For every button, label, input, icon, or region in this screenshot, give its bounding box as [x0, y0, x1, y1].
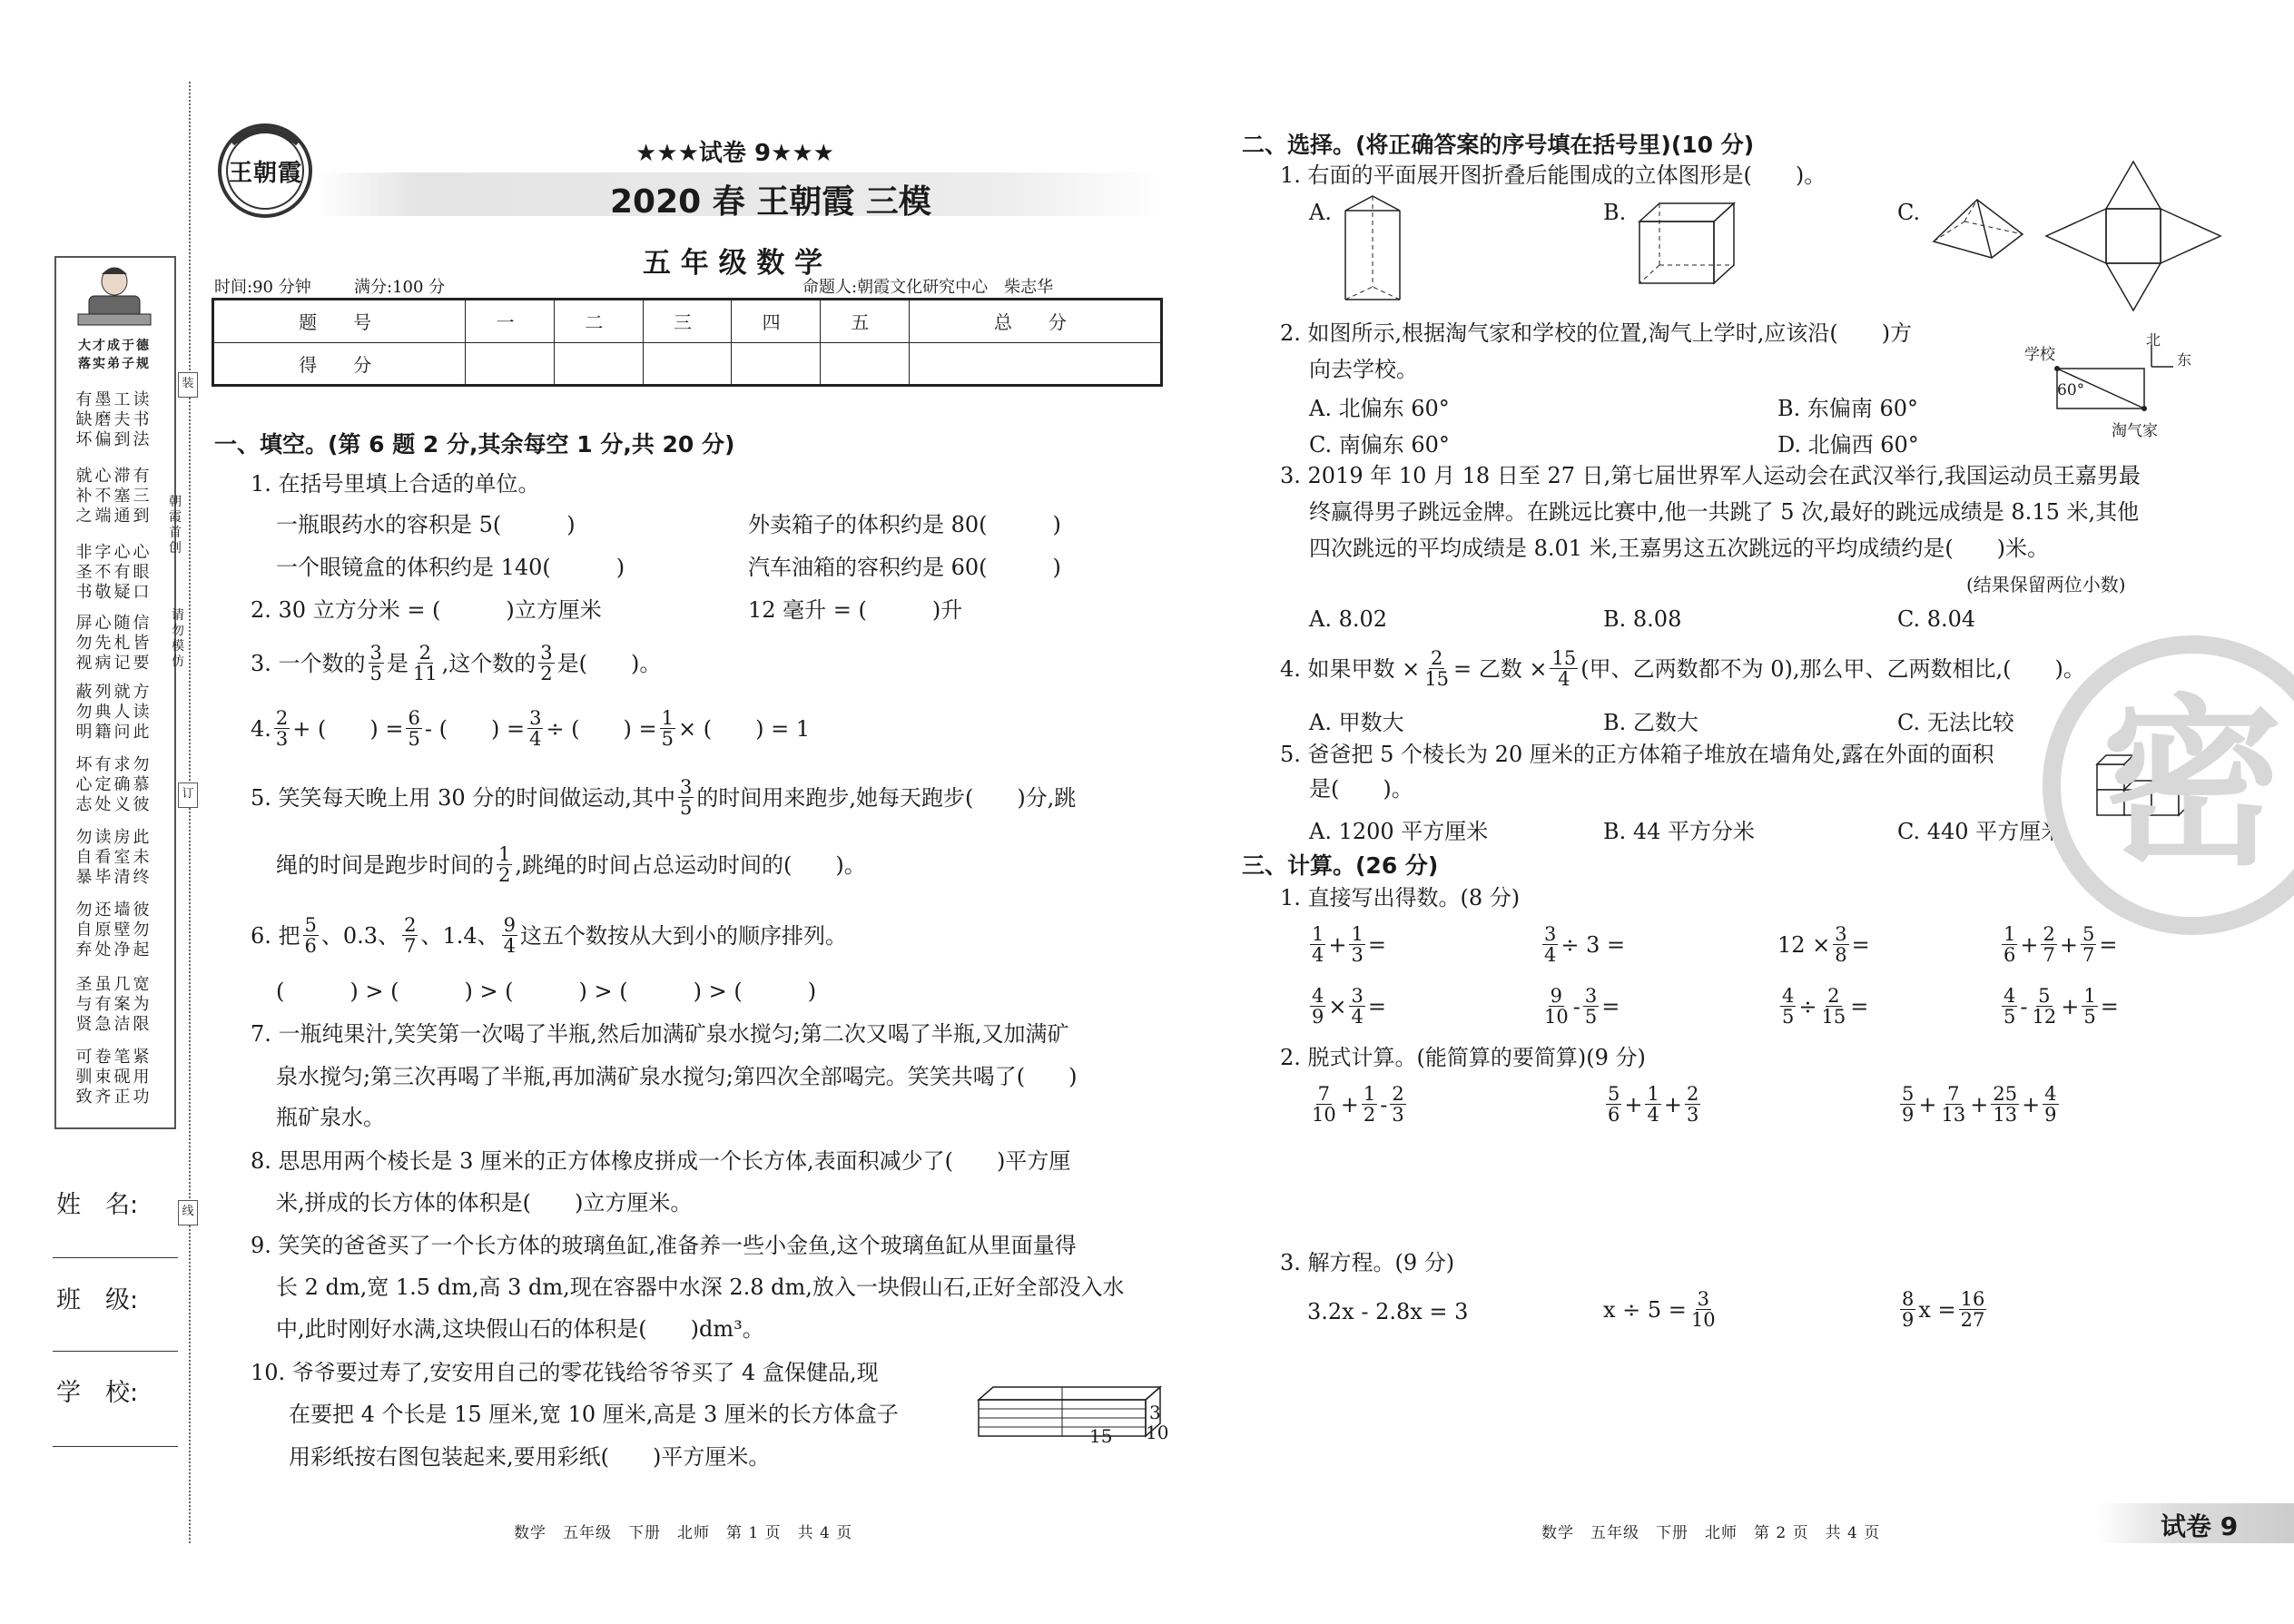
- gift-box-figure: [975, 1380, 1175, 1443]
- q2-5b: 是( )。: [1309, 776, 1413, 802]
- q2-2-opt-b: B. 东偏南 60°: [1777, 396, 1919, 421]
- q1-10a: 10. 爷爷要过寿了,安安用自己的零花钱给爷爷买了 4 盒保健品,现: [251, 1360, 879, 1385]
- q2-3-opt-c: C. 8.04: [1897, 606, 1976, 632]
- prism-figure: [1336, 192, 1427, 310]
- sidebar-motto: 圣虽几宽 与有案为 贤急洁限: [75, 975, 153, 1034]
- q1-3: 3. 一个数的 $\frac{3}{5}$ 是 $\frac{2}{11}$ ,这个数的 $\frac{3}{2}$ 是( )。: [251, 642, 662, 684]
- equation-2: x ÷ 5 = $\frac{3}{10}$: [1603, 1288, 1716, 1331]
- calc-2: $\frac{3}{4}$ ÷ 3 =: [1544, 923, 1626, 966]
- q2-1-opt-a: A.: [1309, 200, 1332, 225]
- main-title: 2020 春 王朝霞 三模: [610, 183, 931, 221]
- sidebar-motto: 勿读房此 自看室未 暴毕清终: [75, 828, 153, 887]
- q2-5-opt-a: A. 1200 平方厘米: [1309, 819, 1489, 844]
- q1-1d: 汽车油箱的容积约是 60( ): [748, 555, 1061, 580]
- q1-10b: 在要把 4 个长是 15 厘米,宽 10 厘米,高是 3 厘米的长方体盒子: [289, 1402, 899, 1427]
- fig-width-label: 10: [1146, 1422, 1169, 1443]
- q2-4: 4. 如果甲数 × $\frac{2}{15}$ = 乙数 × $\frac{15}{4}$ (甲、乙两数都不为 0),那么甲、乙两数相比,( )。: [1280, 647, 2085, 690]
- sidebar-banner-1: 大才成于德: [78, 339, 151, 353]
- calc-6: $\frac{9}{10}$ - $\frac{3}{5}$ =: [1544, 985, 1620, 1028]
- secret-watermark: 密: [2043, 635, 2294, 935]
- net-figure: [2043, 160, 2224, 312]
- sidebar-motto: 就心滞有 补不塞三 之端通到: [75, 467, 153, 526]
- score-cell: 二: [554, 300, 643, 343]
- q2-3c: 四次跳远的平均成绩是 8.01 米,王嘉男这五次跳远的平均成绩约是( )米。: [1309, 536, 2050, 561]
- q2-2b: 向去学校。: [1309, 357, 1418, 382]
- section3-title: 三、计算。(26 分): [1242, 852, 1439, 879]
- score-input[interactable]: [821, 342, 910, 386]
- q1-4: 4. $\frac{2}{3}$ + ( ) = $\frac{6}{5}$ - ( ) = $\frac{3}{4}$ ÷ ( ) = $\frac{1}{5}$ × ( ) = 1: [251, 707, 811, 750]
- q1-9b: 长 2 dm,宽 1.5 dm,高 3 dm,现在容器中水深 2.8 dm,放入一块假山石,正好全部没入水: [276, 1275, 1125, 1300]
- subject-title: 五 年 级 数 学: [643, 247, 823, 280]
- score-header-row: [213, 300, 1162, 343]
- score-input[interactable]: [466, 342, 555, 386]
- q3-3: 3. 解方程。(9 分): [1280, 1250, 1455, 1275]
- q1-1: 1. 在括号里填上合适的单位。: [251, 471, 540, 497]
- class-label: 班 级:: [56, 1286, 139, 1314]
- q1-9a: 9. 笑笑的爸爸买了一个长方体的玻璃鱼缸,准备养一些小金鱼,这个玻璃鱼缸从里面量得: [251, 1233, 1077, 1258]
- score-cell: 四: [732, 300, 821, 343]
- q1-7c: 瓶矿泉水。: [276, 1105, 385, 1130]
- equation-1: 3.2x - 2.8x = 3: [1307, 1299, 1469, 1324]
- seal-zhuang: 装: [178, 372, 198, 398]
- q2-1: 1. 右面的平面展开图折叠后能围成的立体图形是( )。: [1280, 162, 1826, 188]
- name-label: 姓 名:: [56, 1191, 139, 1219]
- q1-9c: 中,此时刚好水满,这块假山石的体积是( )dm³。: [276, 1316, 764, 1342]
- q1-7b: 泉水搅匀;第三次再喝了半瓶,再加满矿泉水搅匀;第四次全部喝完。笑笑共喝了( ): [276, 1064, 1078, 1089]
- map-north-label: 北: [2146, 331, 2161, 349]
- score-cell: 总 分: [909, 300, 1161, 343]
- score-cell: 一: [466, 300, 555, 343]
- q3-1: 1. 直接写出得数。(8 分): [1280, 885, 1521, 910]
- footer-badge-text: 试卷 9: [2161, 1511, 2239, 1541]
- q2-5-opt-b: B. 44 平方分米: [1603, 819, 1756, 844]
- q2-3a: 3. 2019 年 10 月 18 日至 27 日,第七届世界军人运动会在武汉举行,我国运动员王嘉男最: [1280, 463, 2141, 488]
- q1-8b: 米,拼成的长方体的体积是( )立方厘米。: [276, 1190, 693, 1216]
- compass-icon: [2142, 341, 2179, 369]
- fig-height-label: 3: [1149, 1402, 1161, 1423]
- sidebar-motto: 蔽列就方 勿典人读 明籍问此: [75, 683, 153, 742]
- q2-1-opt-b: B.: [1603, 200, 1627, 225]
- calc-5: $\frac{4}{9}$ × $\frac{3}{4}$ =: [1312, 985, 1386, 1028]
- school-label: 学 校:: [56, 1379, 139, 1407]
- logo-text: 王朝霞: [229, 160, 303, 187]
- name-input-line[interactable]: [53, 1257, 178, 1258]
- q2-4-opt-c: C. 无法比较: [1897, 710, 2014, 735]
- map-angle-label: 60°: [2057, 381, 2085, 399]
- seal-ding: 订: [178, 782, 198, 808]
- score-input[interactable]: [554, 342, 643, 386]
- calc-step-3: $\frac{5}{9}$ + $\frac{7}{13}$ + $\frac{25}{13}$ + $\frac{4}{9}$: [1902, 1083, 2057, 1126]
- full-score: 满分:100 分: [354, 278, 446, 297]
- q2-2a: 2. 如图所示,根据淘气家和学校的位置,淘气上学时,应该沿( )方: [1280, 320, 1913, 346]
- sidebar-motto: 非字心心 圣不有眼 书敬疑口: [75, 543, 153, 602]
- q2-2-opt-d: D. 北偏西 60°: [1777, 432, 1919, 458]
- q1-6-answer: ( ) > ( ) > ( ) > ( ) > ( ): [276, 979, 817, 1004]
- sidebar-banner-2: 落实弟子规: [78, 357, 151, 371]
- author: 命题人:朝霞文化研究中心 柴志华: [802, 278, 1054, 297]
- score-cell: 五: [821, 300, 910, 343]
- sidebar-motto: 屏心随信 勿先札皆 视病记要: [75, 614, 153, 673]
- sidebar-motto: 坏有求勿 心定确慕 志处义彼: [75, 755, 153, 814]
- side-note-1: 朝霞首创: [169, 495, 182, 556]
- q1-8a: 8. 思思用两个棱长是 3 厘米的正方体橡皮拼成一个长方体,表面积减少了( )平方厘: [251, 1148, 1071, 1174]
- q1-10c: 用彩纸按右图包装起来,要用彩纸( )平方厘米。: [289, 1444, 771, 1470]
- score-input[interactable]: [643, 342, 732, 386]
- map-east-label: 东: [2177, 351, 2192, 369]
- score-value-row: [213, 342, 1162, 386]
- score-table: [212, 298, 1163, 387]
- sidebar-motto: 勿还墙彼 自原壁勿 弃处净起: [75, 901, 153, 960]
- calc-8: $\frac{4}{5}$ - $\frac{5}{12}$ + $\frac{1}{5}$ =: [2004, 985, 2119, 1028]
- sidebar-motto: 有墨工读 缺磨夫书 坏偏到法: [75, 390, 153, 449]
- calc-7: $\frac{4}{5}$ ÷ $\frac{2}{15}$ =: [1782, 985, 1869, 1028]
- exam-time: 时间:90 分钟: [214, 278, 311, 297]
- q1-5a: 5. 笑笑每天晚上用 30 分的时间做运动,其中 $\frac{3}{5}$ 的时间用来跑步,她每天跑步( )分,跳: [251, 776, 1077, 819]
- calc-step-2: $\frac{5}{6}$ + $\frac{1}{4}$ + $\frac{2}{3}$: [1608, 1083, 1699, 1126]
- q1-7a: 7. 一瓶纯果汁,笑笑第一次喝了半瓶,然后加满矿泉水搅匀;第二次又喝了半瓶,又加满矿: [251, 1021, 1069, 1047]
- q1-1a: 一瓶眼药水的容积是 5( ): [276, 512, 576, 537]
- calc-step-1: $\frac{7}{10}$ + $\frac{1}{2}$ - $\frac{2}{3}$: [1312, 1083, 1404, 1126]
- fig-length-label: 15: [1089, 1425, 1113, 1447]
- q3-2: 2. 脱式计算。(能简算的要简算)(9 分): [1280, 1045, 1646, 1070]
- calc-4: $\frac{1}{6}$ + $\frac{2}{7}$ + $\frac{5}{7}$ =: [2004, 923, 2118, 966]
- map-home-label: 淘气家: [2112, 422, 2158, 440]
- cube-figure: [1634, 198, 1743, 289]
- calc-1: $\frac{1}{4}$ + $\frac{1}{3}$ =: [1312, 923, 1386, 966]
- q2-3-opt-a: A. 8.02: [1309, 606, 1388, 632]
- calc-3: 12 × $\frac{3}{8}$ =: [1777, 923, 1870, 966]
- q1-2a: 2. 30 立方分米 = ( )立方厘米: [251, 597, 602, 623]
- q1-5b: 绳的时间是跑步时间的 $\frac{1}{2}$ ,跳绳的时间占总运动时间的( )。: [276, 843, 866, 886]
- score-cell: 三: [643, 300, 732, 343]
- q2-4-opt-a: A. 甲数大: [1309, 710, 1404, 735]
- q2-5-opt-c: C. 440 平方厘米: [1897, 819, 2063, 844]
- footer-left: 数学 五年级 下册 北师 第 1 页 共 4 页: [514, 1524, 853, 1542]
- equation-3: $\frac{8}{9}$ x = $\frac{16}{27}$: [1902, 1288, 1985, 1331]
- section1-title: 一、填空。(第 6 题 2 分,其余每空 1 分,共 20 分): [214, 431, 735, 458]
- q2-3-opt-b: B. 8.08: [1603, 606, 1682, 632]
- pyramid-figure: [1928, 194, 2028, 267]
- binding-dotted-line: [189, 82, 191, 1543]
- side-note-2: 请勿模仿: [172, 608, 184, 669]
- score-input[interactable]: [732, 342, 821, 386]
- series-title: ★★★试卷 9★★★: [635, 140, 834, 167]
- q2-1-opt-c: C.: [1897, 200, 1921, 225]
- q2-5a: 5. 爸爸把 5 个棱长为 20 厘米的正方体箱子堆放在墙角处,露在外面的面积: [1280, 742, 1994, 767]
- score-cell: 得 分: [213, 342, 466, 386]
- q2-2-opt-c: C. 南偏东 60°: [1309, 432, 1450, 458]
- q1-6: 6. 把 $\frac{5}{6}$ 、0.3、 $\frac{2}{7}$ 、1.4、 $\frac{9}{4}$ 这五个数按从大到小的顺序排列。: [251, 914, 847, 957]
- q2-4-opt-b: B. 乙数大: [1603, 710, 1698, 735]
- section2-title: 二、选择。(将正确答案的序号填在括号里)(10 分): [1242, 132, 1755, 158]
- q2-3-note: (结果保留两位小数): [1966, 574, 2126, 595]
- seal-xian: 线: [178, 1200, 198, 1225]
- q1-1b: 外卖箱子的体积约是 80( ): [748, 512, 1061, 537]
- map-school-label: 学校: [2024, 346, 2055, 364]
- scholar-illustration: [69, 261, 160, 334]
- school-input-line[interactable]: [53, 1446, 178, 1447]
- footer-right: 数学 五年级 下册 北师 第 2 页 共 4 页: [1541, 1524, 1881, 1542]
- class-input-line[interactable]: [53, 1351, 178, 1352]
- score-cell: 题 号: [213, 300, 466, 343]
- q1-2b: 12 毫升 = ( )升: [748, 597, 963, 623]
- q2-3b: 终赢得男子跳远金牌。在跳远比赛中,他一共跳了 5 次,最好的跳远成绩是 8.15 米,其他: [1309, 499, 2140, 525]
- sidebar-motto: 可卷笔紧 驯束砚用 致齐正功: [75, 1048, 153, 1107]
- score-input[interactable]: [909, 342, 1161, 386]
- q2-2-opt-a: A. 北偏东 60°: [1309, 396, 1450, 421]
- q1-1c: 一个眼镜盒的体积约是 140( ): [276, 555, 625, 580]
